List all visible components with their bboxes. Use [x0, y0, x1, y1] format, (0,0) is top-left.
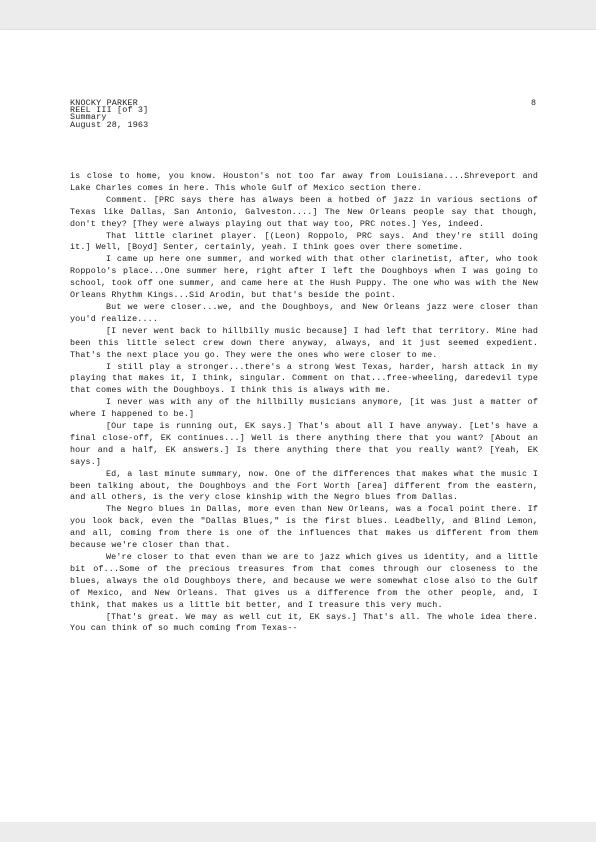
document-page — [0, 30, 596, 822]
reel-label: REEL III [of 3] — [70, 105, 149, 116]
paragraph: I never was with any of the hillbilly musicians anymore, [it was just a matter of where I happened to be.] — [70, 397, 538, 420]
paragraph: I still play a stronger...there's a strong West Texas, harder, harsh attack in my playing that makes it, I think, singular. Comment on that...free-wheeling, daredevil type that comes with the Doughboys. I think this is always with me. — [70, 361, 538, 396]
paragraph: Ed, a last minute summary, now. One of the differences that makes what the music I been talking about, the Doughboys and the Fort Worth [area] different from the eastern, and all others, is the very close kinship with the Negro blues from Dallas. — [70, 468, 538, 503]
interviewee-name: KNOCKY PARKER — [70, 98, 138, 108]
page-number: 8 — [531, 98, 537, 108]
paragraph: [That's great. We may as well cut it, EK says.] That's all. The whole idea there. You can think of so much coming from Texas-- — [70, 611, 538, 634]
paragraph: I came up here one summer, and worked with that other clarinetist, after, who took Roppolo's place...One summer here, right after I left the Doughboys when I was going to school, took off one summer, and came here at the Hush Puppy. The one who was with the New Orleans Rhythm Kings...Sid Arodin, but that's beside the point. — [70, 254, 538, 301]
viewer-bottom-margin — [0, 822, 596, 842]
paragraph: [I never went back to hillbilly music because] I had left that territory. Mine had been this little select crew down there anyway, always, and it just seemed expedient. That's the next place you go. They were the ones who were closer to me. — [70, 325, 538, 360]
paragraph: is close to home, you know. Houston's not too far away from Louisiana....Shreveport and Lake Charles comes in here. This whole Gulf of Mexico section there. — [70, 171, 538, 193]
paragraph: We're closer to that even than we are to jazz which gives us identity, and a little bit of...Some of the precious treasures from that comes through our closeness to the blues, always the old Doughboys there, and because we were somewhat close also to the Gulf of Mexico, and New Orleans. That gives us a difference from the other people, and, I think, that makes us a little bit better, and I treasure this very much. — [70, 552, 538, 610]
paragraph: [Our tape is running out, EK says.] That's about all I have anyway. [Let's have a final close-off, EK continues...] Well is there anything there that you want? [About an hour and a half, EK answers.] Is there anything there that you really want? [Yeah, EK says.] — [70, 421, 538, 467]
paragraph: That little clarinet player. [(Leon) Roppolo, PRC says. And they're still doing it.] Well, [Boyd] Senter, certainly, yeah. I think goes over there sometime. — [70, 230, 538, 253]
paragraph: The Negro blues in Dallas, more even than New Orleans, was a focal point there. If you look back, even the "Dallas Blues," is the first blues. Leadbelly, and Blind Lemon, and all, coming from there is one of the influences that makes us different from them because we're closer than that. — [70, 504, 538, 551]
paragraph: But we were closer...we, and the Doughboys, and New Orleans jazz were closer than you'd realize.... — [70, 301, 538, 324]
paragraph: Comment. [PRC says there has always been a hotbed of jazz in various sections of Texas like Dallas, San Antonio, Galveston....] The New Orleans people say that though, don't they? [They were always playing out that way too, PRC notes.] Yes, indeed. — [70, 194, 538, 229]
document-type: Summary — [70, 112, 107, 123]
page-header — [70, 100, 148, 129]
interview-date: August 28, 1963 — [70, 119, 149, 130]
transcript-body — [70, 171, 538, 635]
